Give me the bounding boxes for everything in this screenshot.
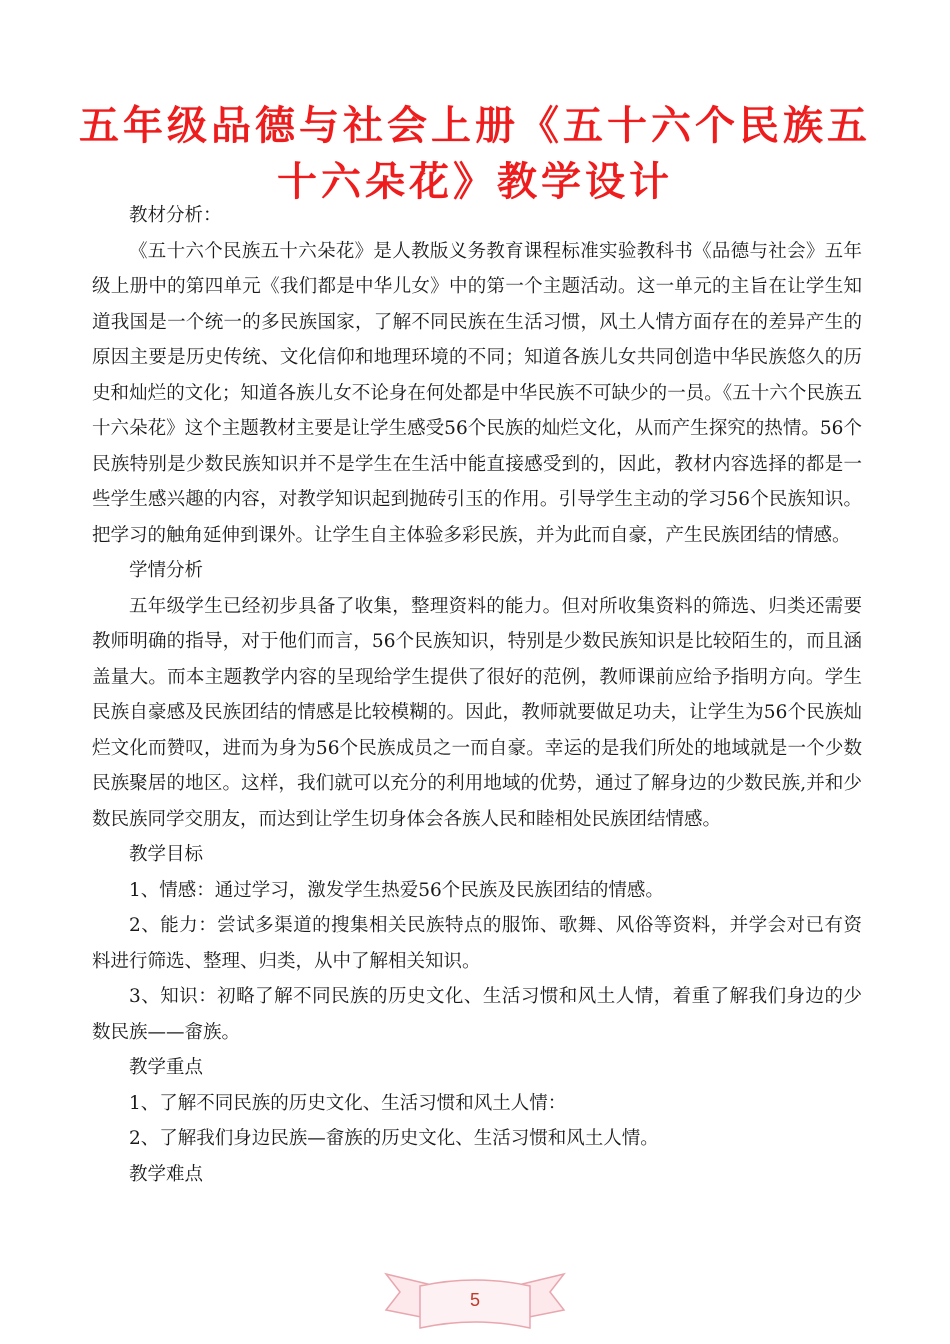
list-item: 1、了解不同民族的历史文化、生活习惯和风土人情： <box>129 1092 567 1114</box>
document-body <box>92 198 862 1192</box>
paragraph: 五年级学生已经初步具备了收集，整理资料的能力。但对所收集资料的筛选、归类还需要教师明确的指导，对于他们而言，56个民族知识，特别是少数民族知识是比较陌生的，而且涵盖量大。而本主题教学内容的呈现给学生提供了很好的范例，教师课前应给予指明方向。学生民族自豪感及民族团结的情感是比较模糊的。因此，教师就要做足功夫，让学生为56个民族灿烂文化而赞叹，进而为身为56个民族成员之一而自豪。幸运的是我们所处的地域就是一个少数民族聚居的地区。这样，我们就可以充分的利用地域的优势，通过了解身边的少数民族,并和少数民族同学交朋友，而达到让学生切身体会各族人民和睦相处民族团结情感。 <box>92 595 862 830</box>
paragraph: 《五十六个民族五十六朵花》是人教版义务教育课程标准实验教科书《品德与社会》五年级上册中的第四单元《我们都是中华儿女》中的第一个主题活动。这一单元的主旨在让学生知道我国是一个统一的多民族国家，了解不同民族在生活习惯，风土人情方面存在的差异产生的原因主要是历史传统、文化信仰和地理环境的不同；知道各族儿女共同创造中华民族悠久的历史和灿烂的文化；知道各族儿女不论身在何处都是中华民族不可缺少的一员。《五十六个民族五十六朵花》这个主题教材主要是让学生感受56个民族的灿烂文化，从而产生探究的热情。56个民族特别是少数民族知识并不是学生在生活中能直接感受到的，因此，教材内容选择的都是一些学生感兴趣的内容，对教学知识起到抛砖引玉的作用。引导学生主动的学习56个民族知识。把学习的触角延伸到课外。让学生自主体验多彩民族，并为此而自豪，产生民族团结的情感。 <box>92 240 862 546</box>
section-heading: 教学难点 <box>129 1163 204 1185</box>
section-heading: 教学重点 <box>129 1057 204 1078</box>
section-heading: 教材分析： <box>129 205 222 226</box>
list-item: 2、能力：尝试多渠道的搜集相关民族特点的服饰、歌舞、风俗等资料，并学会对已有资料进行筛选、整理、归类，从中了解相关知识。 <box>92 915 862 972</box>
list-item: 3、知识：初略了解不同民族的历史文化、生活习惯和风土人情，着重了解我们身边的少数民族——畲族。 <box>92 986 862 1043</box>
list-item: 1、情感：通过学习，激发学生热爱56个民族及民族团结的情感。 <box>129 879 664 901</box>
list-item: 2、了解我们身边民族—畲族的历史文化、生活习惯和风土人情。 <box>129 1128 659 1149</box>
document-title: 五年级品德与社会上册《五十六个民族五十六朵花》教学设计 <box>79 102 871 205</box>
section-heading: 教学目标 <box>129 844 204 865</box>
page-number: 5 <box>469 1290 480 1310</box>
section-heading: 学情分析 <box>129 560 204 581</box>
